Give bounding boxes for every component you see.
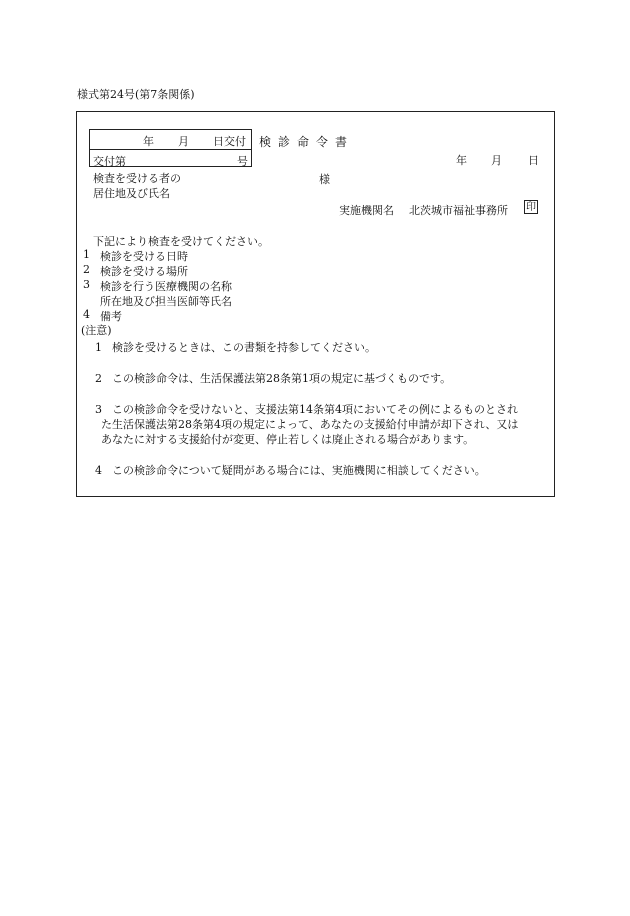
item-3-text: 検診を行う医療機関の名称	[100, 280, 232, 293]
item-2-no: 2	[83, 263, 90, 276]
issue-day: 日交付	[213, 135, 246, 148]
item-3-subtext: 所在地及び担当医師等氏名	[100, 295, 232, 308]
agency-label: 実施機関名	[339, 204, 394, 217]
date-year: 年	[456, 154, 467, 167]
honorific: 様	[319, 173, 330, 186]
item-2-text: 検診を受ける場所	[100, 265, 188, 278]
issue-month: 月	[178, 135, 189, 148]
date-month: 月	[491, 154, 502, 167]
note-3-line-1: この検診命令を受けないと、支援法第14条第4項においてその例によるものとされ	[112, 403, 518, 416]
item-1-text: 検診を受ける日時	[100, 250, 188, 263]
agency-name: 北茨城市福祉事務所	[409, 204, 508, 217]
issue-no-suffix: 号	[237, 155, 248, 168]
recipient-label-2: 居住地及び氏名	[93, 187, 170, 200]
item-4-no: 4	[83, 308, 90, 321]
note-3-line-3: あなたに対する支援給付が変更、停止若しくは廃止される場合があります。	[101, 433, 475, 446]
intro-text: 下記により検査を受けてください。	[93, 235, 269, 248]
note-2-no: 2	[95, 372, 102, 385]
note-1-no: 1	[95, 341, 102, 354]
note-4-no: 4	[95, 464, 102, 477]
recipient-label-1: 検査を受ける者の	[93, 172, 181, 185]
issue-no-prefix: 交付第	[93, 155, 126, 168]
note-4-line-1: この検診命令について疑問がある場合には、実施機関に相談してください。	[112, 464, 486, 477]
note-1-line-1: 検診を受けるときは、この書類を持参してください。	[112, 341, 376, 354]
item-4-text: 備考	[100, 310, 122, 323]
item-1-no: 1	[83, 248, 90, 261]
date-day: 日	[528, 154, 539, 167]
issue-year: 年	[143, 135, 154, 148]
issue-box-divider	[90, 149, 251, 150]
form-number: 様式第24号(第7条関係)	[77, 88, 195, 101]
note-2-line-1: この検診命令は、生活保護法第28条第1項の規定に基づくものです。	[112, 372, 452, 385]
document-title: 検診命令書	[259, 135, 355, 149]
item-3-no: 3	[83, 278, 90, 291]
note-3-line-2: た生活保護法第28条第4項の規定によって、あなたの支援給付申請が却下され、又は	[101, 418, 519, 431]
notes-heading: (注意)	[81, 324, 112, 337]
note-3-no: 3	[95, 403, 102, 416]
seal-mark: 印	[526, 202, 536, 213]
